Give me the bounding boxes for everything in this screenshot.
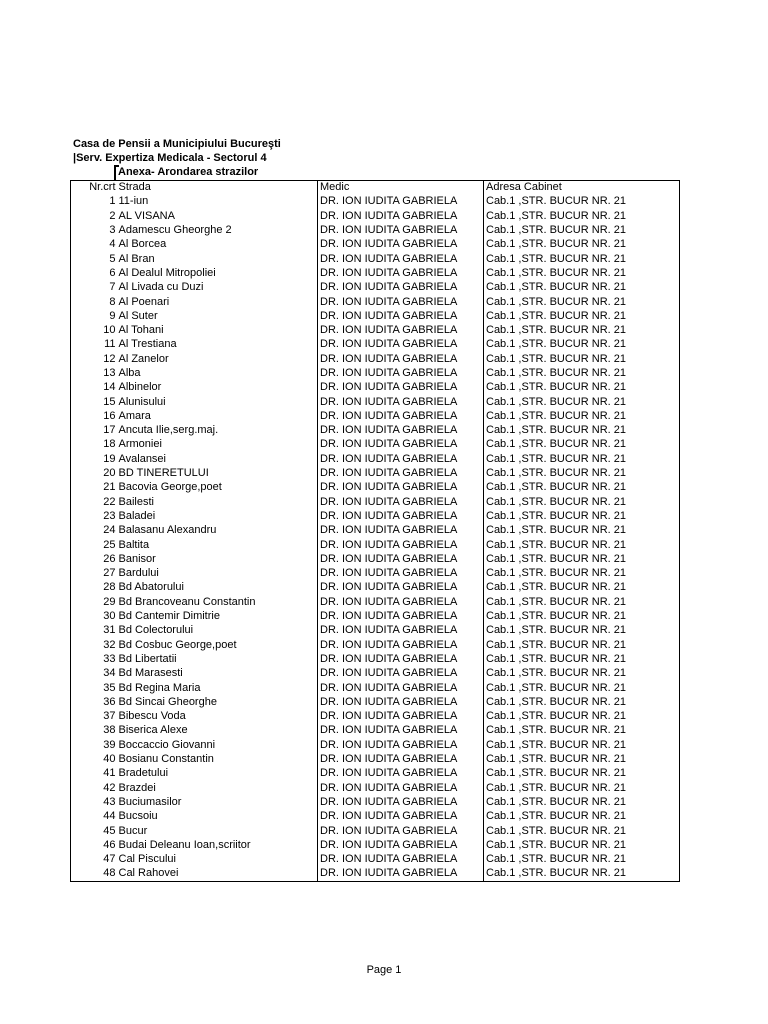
office-address: Cab.1 ,STR. BUCUR NR. 21 (484, 209, 680, 223)
doctor-name: DR. ION IUDITA GABRIELA (318, 366, 484, 380)
street-name: Bardului (118, 567, 159, 580)
office-address: Cab.1 ,STR. BUCUR NR. 21 (484, 867, 680, 881)
street-name: Banisor (118, 552, 156, 565)
doctor-name: DR. ION IUDITA GABRIELA (318, 381, 484, 395)
office-address: Cab.1 ,STR. BUCUR NR. 21 (484, 466, 680, 480)
table-row (71, 681, 680, 695)
table-row (71, 338, 680, 352)
street-name: Alba (118, 367, 141, 379)
institution-title: Casa de Pensii a Municipiului Bucureşti (73, 138, 281, 150)
row-number: 30 (71, 609, 117, 623)
table-header-row (71, 181, 680, 195)
office-address: Cab.1 ,STR. BUCUR NR. 21 (484, 524, 680, 538)
street-name: Boccaccio Giovanni (118, 738, 216, 751)
street-name: Bd Cantemir Dimitrie (118, 610, 220, 623)
office-address: Cab.1 ,STR. BUCUR NR. 21 (484, 752, 680, 766)
table-row (71, 452, 680, 466)
doctor-name: DR. ION IUDITA GABRIELA (318, 438, 484, 452)
row-number: 35 (71, 681, 117, 695)
doctor-name: DR. ION IUDITA GABRIELA (318, 767, 484, 781)
street-name: Amara (118, 409, 151, 422)
row-number: 19 (71, 452, 117, 466)
table-row (71, 309, 680, 323)
street-name: Bradetului (118, 767, 169, 780)
doctor-name: DR. ION IUDITA GABRIELA (318, 209, 484, 223)
street-name: Balasanu Alexandru (118, 524, 217, 537)
table-row (71, 595, 680, 609)
office-address: Cab.1 ,STR. BUCUR NR. 21 (484, 509, 680, 523)
street-name: Al Borcea (118, 238, 167, 251)
row-number: 34 (71, 667, 117, 681)
row-number: 33 (71, 652, 117, 666)
doctor-name: DR. ION IUDITA GABRIELA (318, 452, 484, 466)
office-address: Cab.1 ,STR. BUCUR NR. 21 (484, 624, 680, 638)
street-name: Bd Sincai Gheorghe (118, 695, 217, 708)
table-row (71, 638, 680, 652)
street-name: Bd Marasesti (118, 667, 183, 680)
table-row (71, 652, 680, 666)
row-number: 17 (71, 424, 117, 438)
office-address: Cab.1 ,STR. BUCUR NR. 21 (484, 810, 680, 824)
row-number: 29 (71, 595, 117, 609)
row-number: 12 (71, 352, 117, 366)
street-name: Bacovia George,poet (118, 481, 222, 494)
row-number: 23 (71, 509, 117, 523)
row-number: 26 (71, 552, 117, 566)
office-address: Cab.1 ,STR. BUCUR NR. 21 (484, 438, 680, 452)
doctor-name: DR. ION IUDITA GABRIELA (318, 195, 484, 209)
row-number: 40 (71, 752, 117, 766)
street-name: BD TINERETULUI (118, 467, 209, 480)
street-name: Bd Brancoveanu Constantin (118, 595, 256, 608)
street-name: Biserica Alexe (118, 724, 188, 737)
street-name: Baltita (118, 538, 150, 551)
table-row (71, 724, 680, 738)
table-row (71, 581, 680, 595)
table-row (71, 738, 680, 752)
office-address: Cab.1 ,STR. BUCUR NR. 21 (484, 595, 680, 609)
office-address: Cab.1 ,STR. BUCUR NR. 21 (484, 409, 680, 423)
row-number: 7 (71, 281, 117, 295)
doctor-name: DR. ION IUDITA GABRIELA (318, 709, 484, 723)
street-name: Al Trestiana (118, 338, 177, 351)
street-name: Armoniei (118, 438, 162, 451)
row-number: 43 (71, 795, 117, 809)
doctor-name: DR. ION IUDITA GABRIELA (318, 567, 484, 581)
table-row (71, 752, 680, 766)
table-row (71, 609, 680, 623)
table-row (71, 438, 680, 452)
table-row (71, 238, 680, 252)
doctor-name: DR. ION IUDITA GABRIELA (318, 638, 484, 652)
office-address: Cab.1 ,STR. BUCUR NR. 21 (484, 638, 680, 652)
doctor-name: DR. ION IUDITA GABRIELA (318, 509, 484, 523)
doctor-name: DR. ION IUDITA GABRIELA (318, 795, 484, 809)
doctor-name: DR. ION IUDITA GABRIELA (318, 524, 484, 538)
row-number: 24 (71, 524, 117, 538)
table-row (71, 624, 680, 638)
table-row (71, 223, 680, 237)
office-address: Cab.1 ,STR. BUCUR NR. 21 (484, 195, 680, 209)
row-number: 41 (71, 767, 117, 781)
row-number: 31 (71, 624, 117, 638)
office-address: Cab.1 ,STR. BUCUR NR. 21 (484, 381, 680, 395)
doctor-name: DR. ION IUDITA GABRIELA (318, 852, 484, 866)
street-name: Bucsoiu (118, 810, 158, 823)
doctor-name: DR. ION IUDITA GABRIELA (318, 466, 484, 480)
table-row (71, 481, 680, 495)
doctor-name: DR. ION IUDITA GABRIELA (318, 624, 484, 638)
office-address: Cab.1 ,STR. BUCUR NR. 21 (484, 538, 680, 552)
street-name: Bibescu Voda (118, 710, 186, 723)
office-address: Cab.1 ,STR. BUCUR NR. 21 (484, 366, 680, 380)
doctor-name: DR. ION IUDITA GABRIELA (318, 595, 484, 609)
doctor-name: DR. ION IUDITA GABRIELA (318, 695, 484, 709)
table-row (71, 366, 680, 380)
street-name: Cal Piscului (118, 853, 176, 866)
row-number: 2 (71, 209, 117, 223)
doctor-name: DR. ION IUDITA GABRIELA (318, 281, 484, 295)
street-name: Bd Cosbuc George,poet (118, 638, 237, 651)
doctor-name: DR. ION IUDITA GABRIELA (318, 681, 484, 695)
doctor-name: DR. ION IUDITA GABRIELA (318, 838, 484, 852)
table-row (71, 567, 680, 581)
office-address: Cab.1 ,STR. BUCUR NR. 21 (484, 552, 680, 566)
street-name: Al Bran (118, 252, 155, 265)
table-row (71, 867, 680, 881)
doctor-name: DR. ION IUDITA GABRIELA (318, 309, 484, 323)
row-number: 21 (71, 481, 117, 495)
table-row (71, 323, 680, 337)
street-name: Al Tohani (118, 324, 164, 337)
table-row (71, 381, 680, 395)
table-row (71, 709, 680, 723)
doctor-name: DR. ION IUDITA GABRIELA (318, 810, 484, 824)
street-name: Cal Rahovei (117, 867, 318, 881)
row-number: 47 (71, 852, 117, 866)
row-number: 27 (71, 567, 117, 581)
office-address: Cab.1 ,STR. BUCUR NR. 21 (484, 452, 680, 466)
office-address: Cab.1 ,STR. BUCUR NR. 21 (484, 667, 680, 681)
row-number: 39 (71, 738, 117, 752)
row-number: 48 (71, 867, 117, 881)
office-address: Cab.1 ,STR. BUCUR NR. 21 (484, 738, 680, 752)
table-row (71, 538, 680, 552)
street-name: Bucur (118, 824, 148, 837)
table-row (71, 552, 680, 566)
table-row (71, 395, 680, 409)
street-name: Avalansei (118, 452, 166, 465)
doctor-name: DR. ION IUDITA GABRIELA (318, 481, 484, 495)
row-number: 13 (71, 366, 117, 380)
row-number: 28 (71, 581, 117, 595)
table-row (71, 352, 680, 366)
office-address: Cab.1 ,STR. BUCUR NR. 21 (484, 295, 680, 309)
doctor-name: DR. ION IUDITA GABRIELA (318, 338, 484, 352)
row-number: 14 (71, 381, 117, 395)
office-address: Cab.1 ,STR. BUCUR NR. 21 (484, 309, 680, 323)
column-header-nr: Nr.crt (71, 181, 117, 195)
doctor-name: DR. ION IUDITA GABRIELA (318, 652, 484, 666)
doctor-name: DR. ION IUDITA GABRIELA (318, 409, 484, 423)
doctor-name: DR. ION IUDITA GABRIELA (318, 223, 484, 237)
doctor-name: DR. ION IUDITA GABRIELA (318, 581, 484, 595)
street-name: Bailesti (118, 495, 154, 508)
annex-bracket-mark (114, 165, 116, 181)
doctor-name: DR. ION IUDITA GABRIELA (318, 352, 484, 366)
doctor-name: DR. ION IUDITA GABRIELA (318, 252, 484, 266)
row-number: 44 (71, 810, 117, 824)
doctor-name: DR. ION IUDITA GABRIELA (318, 738, 484, 752)
office-address: Cab.1 ,STR. BUCUR NR. 21 (484, 395, 680, 409)
doctor-name: DR. ION IUDITA GABRIELA (318, 538, 484, 552)
row-number: 4 (71, 238, 117, 252)
street-name: Ancuta Ilie,serg.maj. (118, 424, 219, 437)
office-address: Cab.1 ,STR. BUCUR NR. 21 (484, 266, 680, 280)
office-address: Cab.1 ,STR. BUCUR NR. 21 (484, 709, 680, 723)
row-number: 1 (71, 195, 117, 209)
office-address: Cab.1 ,STR. BUCUR NR. 21 (484, 252, 680, 266)
row-number: 11 (71, 338, 117, 352)
office-address: Cab.1 ,STR. BUCUR NR. 21 (484, 824, 680, 838)
street-name: Al Livada cu Duzi (118, 281, 204, 294)
row-number: 36 (71, 695, 117, 709)
office-address: Cab.1 ,STR. BUCUR NR. 21 (484, 609, 680, 623)
annex-title: Anexa- Arondarea strazilor (118, 166, 259, 178)
doctor-name: DR. ION IUDITA GABRIELA (318, 238, 484, 252)
doctor-name: DR. ION IUDITA GABRIELA (318, 752, 484, 766)
office-address: Cab.1 ,STR. BUCUR NR. 21 (484, 238, 680, 252)
street-name: Bd Colectorului (118, 624, 194, 637)
table-row (71, 838, 680, 852)
doctor-name: DR. ION IUDITA GABRIELA (318, 667, 484, 681)
street-name: Albinelor (118, 381, 162, 394)
street-name: Alunisului (118, 395, 166, 408)
doctor-name: DR. ION IUDITA GABRIELA (318, 867, 484, 881)
table-row (71, 810, 680, 824)
doctor-name: DR. ION IUDITA GABRIELA (318, 424, 484, 438)
row-number: 46 (71, 838, 117, 852)
row-number: 16 (71, 409, 117, 423)
row-number: 32 (71, 638, 117, 652)
table-row (71, 424, 680, 438)
doctor-name: DR. ION IUDITA GABRIELA (318, 824, 484, 838)
street-name: Al Dealul Mitropoliei (118, 266, 216, 279)
page-number: Page 1 (366, 964, 402, 976)
office-address: Cab.1 ,STR. BUCUR NR. 21 (484, 795, 680, 809)
doctor-name: DR. ION IUDITA GABRIELA (318, 495, 484, 509)
office-address: Cab.1 ,STR. BUCUR NR. 21 (484, 781, 680, 795)
office-address: Cab.1 ,STR. BUCUR NR. 21 (484, 323, 680, 337)
street-name: Baladei (118, 509, 156, 522)
row-number: 8 (71, 295, 117, 309)
table-row (71, 795, 680, 809)
table-row (71, 852, 680, 866)
table-row (71, 295, 680, 309)
table-row (71, 667, 680, 681)
office-address: Cab.1 ,STR. BUCUR NR. 21 (484, 767, 680, 781)
office-address: Cab.1 ,STR. BUCUR NR. 21 (484, 281, 680, 295)
doctor-name: DR. ION IUDITA GABRIELA (318, 724, 484, 738)
row-number: 3 (71, 223, 117, 237)
office-address: Cab.1 ,STR. BUCUR NR. 21 (484, 695, 680, 709)
office-address: Cab.1 ,STR. BUCUR NR. 21 (484, 567, 680, 581)
table-row (71, 266, 680, 280)
street-name: Al Suter (118, 309, 158, 322)
street-name: Budai Deleanu Ioan,scriitor (118, 838, 251, 851)
row-number: 10 (71, 323, 117, 337)
row-number: 45 (71, 824, 117, 838)
street-name: Buciumasilor (118, 795, 182, 808)
column-header-medic: Medic (318, 181, 484, 195)
office-address: Cab.1 ,STR. BUCUR NR. 21 (484, 852, 680, 866)
table-row (71, 195, 680, 209)
doctor-name: DR. ION IUDITA GABRIELA (318, 395, 484, 409)
office-address: Cab.1 ,STR. BUCUR NR. 21 (484, 581, 680, 595)
table-row (71, 524, 680, 538)
table-row (71, 509, 680, 523)
row-number: 20 (71, 466, 117, 480)
office-address: Cab.1 ,STR. BUCUR NR. 21 (484, 338, 680, 352)
table-row (71, 767, 680, 781)
street-name: Al Poenari (118, 295, 170, 308)
doctor-name: DR. ION IUDITA GABRIELA (318, 323, 484, 337)
table-row (71, 409, 680, 423)
street-name: Bd Libertatii (118, 652, 177, 665)
office-address: Cab.1 ,STR. BUCUR NR. 21 (484, 652, 680, 666)
row-number: 5 (71, 252, 117, 266)
column-header-strada: Strada (117, 181, 318, 195)
row-number: 15 (71, 395, 117, 409)
table-row (71, 824, 680, 838)
row-number: 9 (71, 309, 117, 323)
department-title: |Serv. Expertiza Medicala - Sectorul 4 (73, 152, 267, 164)
column-header-adresa: Adresa Cabinet (484, 181, 680, 195)
street-name: Brazdei (118, 781, 156, 794)
table-row (71, 495, 680, 509)
street-name: 11-iun (118, 195, 149, 208)
table-row (71, 695, 680, 709)
street-assignment-table (70, 180, 680, 882)
street-name: Al Zanelor (118, 352, 169, 365)
row-number: 42 (71, 781, 117, 795)
doctor-name: DR. ION IUDITA GABRIELA (318, 552, 484, 566)
street-name: AL VISANA (118, 209, 175, 222)
row-number: 37 (71, 709, 117, 723)
doctor-name: DR. ION IUDITA GABRIELA (318, 609, 484, 623)
street-name: Bosianu Constantin (118, 753, 214, 766)
office-address: Cab.1 ,STR. BUCUR NR. 21 (484, 838, 680, 852)
office-address: Cab.1 ,STR. BUCUR NR. 21 (484, 481, 680, 495)
office-address: Cab.1 ,STR. BUCUR NR. 21 (484, 495, 680, 509)
office-address: Cab.1 ,STR. BUCUR NR. 21 (484, 223, 680, 237)
doctor-name: DR. ION IUDITA GABRIELA (318, 266, 484, 280)
office-address: Cab.1 ,STR. BUCUR NR. 21 (484, 681, 680, 695)
table-row (71, 281, 680, 295)
street-name: Bd Abatorului (118, 581, 184, 594)
table-row (71, 466, 680, 480)
street-name: Adamescu Gheorghe 2 (118, 224, 232, 237)
table-row (71, 781, 680, 795)
row-number: 18 (71, 438, 117, 452)
row-number: 38 (71, 724, 117, 738)
table-row (71, 209, 680, 223)
row-number: 6 (71, 266, 117, 280)
doctor-name: DR. ION IUDITA GABRIELA (318, 781, 484, 795)
office-address: Cab.1 ,STR. BUCUR NR. 21 (484, 724, 680, 738)
street-name: Bd Regina Maria (118, 681, 201, 694)
table-row (71, 252, 680, 266)
office-address: Cab.1 ,STR. BUCUR NR. 21 (484, 352, 680, 366)
row-number: 25 (71, 538, 117, 552)
row-number: 22 (71, 495, 117, 509)
office-address: Cab.1 ,STR. BUCUR NR. 21 (484, 424, 680, 438)
doctor-name: DR. ION IUDITA GABRIELA (318, 295, 484, 309)
